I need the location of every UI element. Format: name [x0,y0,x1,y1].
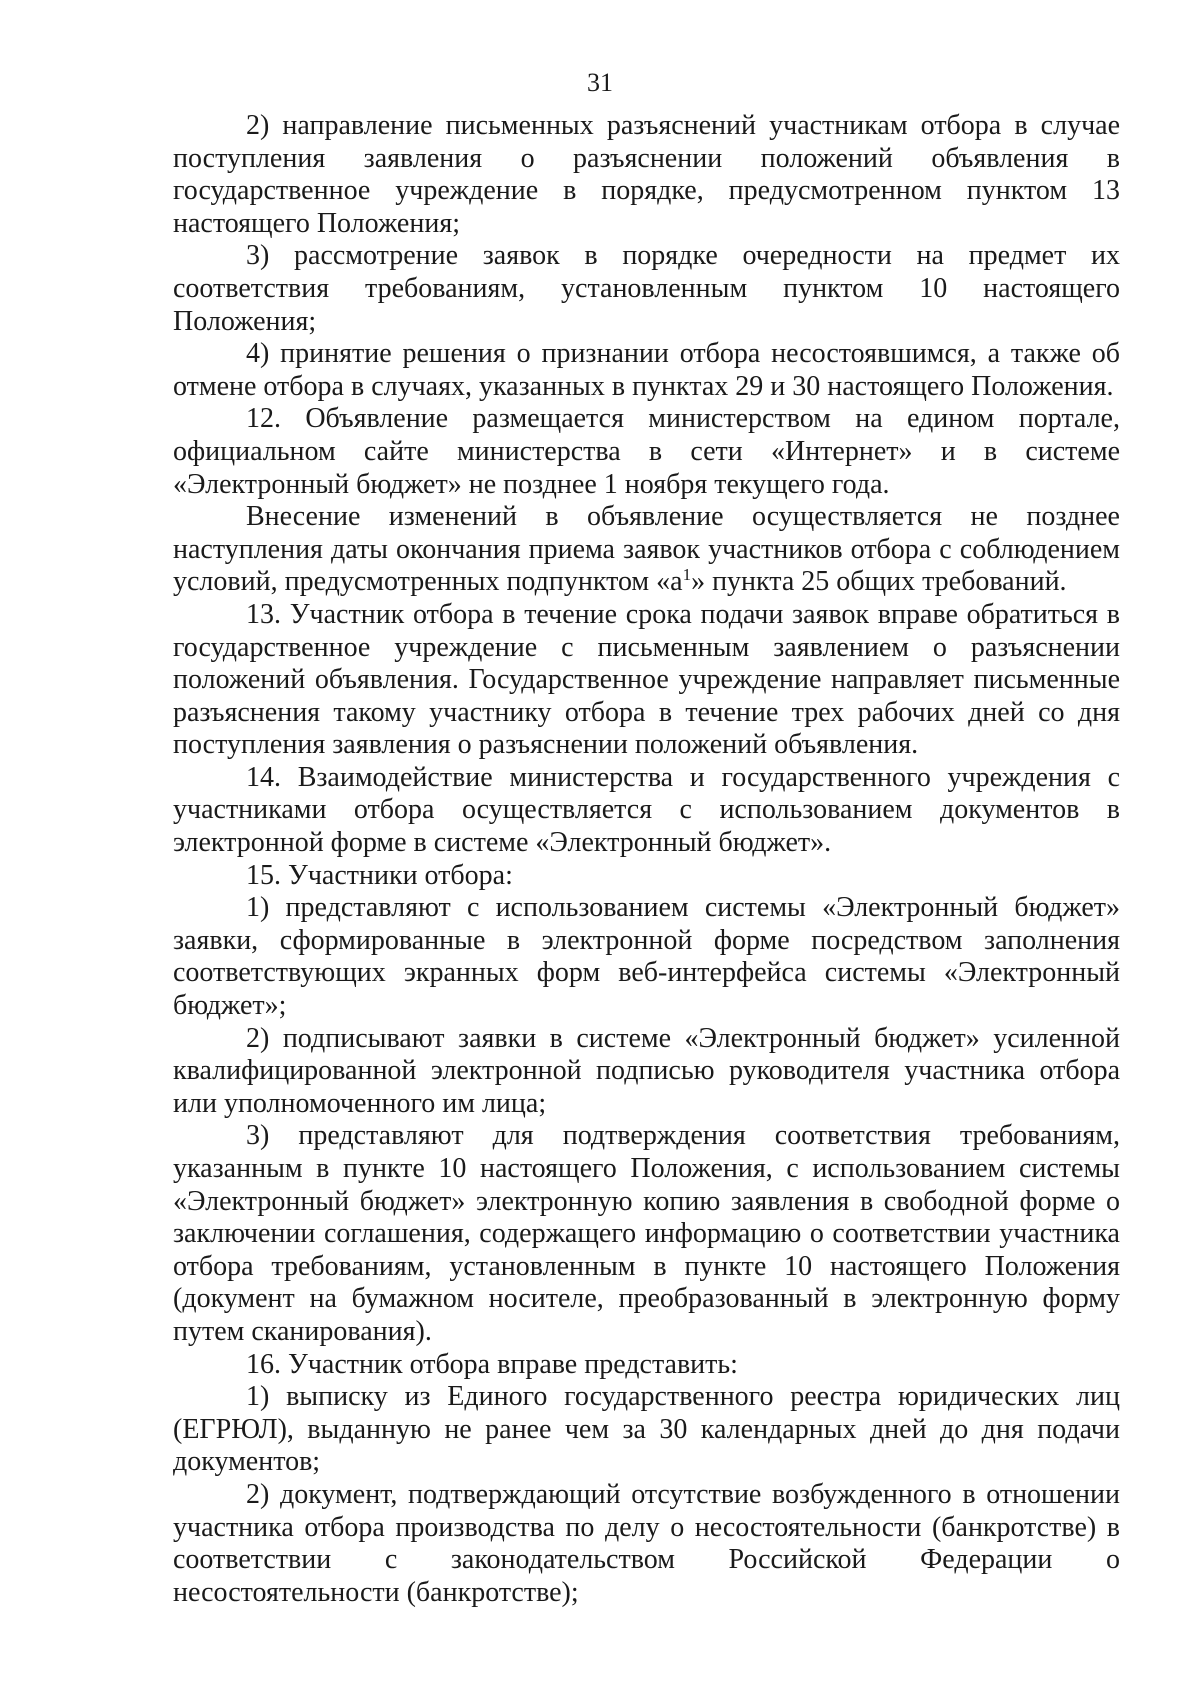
paragraph-15-heading: 15. Участники отбора: [246,859,513,891]
paragraph-16-heading: 16. Участник отбора вправе представить: [246,1348,738,1380]
paragraph-item-3-review: 3) рассмотрение заявок в порядке очередности на предмет их соответствия требованиям, установленным пунктом 10 настоящего Положения; [173,240,1120,337]
paragraph-item-2-clarifications: 2) направление письменных разъяснений участникам отбора в случае поступления заявления о разъяснении положений объявления в государственное учреждение в порядке, предусмотренном пунктом 13 настоящего Положения; [173,110,1120,239]
paragraph-16-item-2: 2) документ, подтверждающий отсутствие возбужденного в отношении участника отбора производства по делу о несостоятельности (банкротстве) в соответствии с законодательством Российской Федерации о несостоятельности (банкротстве); [173,1478,1120,1608]
paragraph-12-announcement: 12. Объявление размещается министерством на едином портале, официальном сайте министерства в сети «Интернет» и в системе «Электронный бюджет» не позднее 1 ноября текущего года. [173,403,1120,500]
paragraph-15-item-1: 1) представляют с использованием системы «Электронный бюджет» заявки, сформированные в электронной форме посредством заполнения соответствующих экранных форм веб-интерфейса системы «Электронный бюджет»; [173,892,1120,1022]
paragraph-16-item-1: 1) выписку из Единого государственного реестра юридических лиц (ЕГРЮЛ), выданную не ранее чем за 30 календарных дней до дня подачи документов; [173,1381,1120,1478]
page-number: 31 [587,68,613,97]
paragraph-amendments [173,501,1120,599]
paragraph-15-item-3: 3) представляют для подтверждения соответствия требованиям, указанным в пункте 10 настоящего Положения, с использованием системы «Электронный бюджет» электронную копию заявления в свободной форме о заключении соглашения, содержащего информацию о соответствии участника отбора требованиям, установленным в пункте 10 настоящего Положения (документ на бумажном носителе, преобразованный в электронную форму путем сканирования). [173,1120,1120,1347]
paragraph-13-participant-request: 13. Участник отбора в течение срока подачи заявок вправе обратиться в государственное учреждение с письменным заявлением о разъяснении положений объявления. Государственное учреждение направляет письменные разъяснения такому участнику отбора в течение трех рабочих дней со дня поступления заявления о разъяснении положений объявления. [173,598,1120,761]
paragraph-15-item-2: 2) подписывают заявки в системе «Электронный бюджет» усиленной квалифицированной электронной подписью руководителя участника отбора или уполномоченного им лица; [173,1022,1120,1119]
amendment-text-after: » пункта 25 общих требований. [691,566,1067,598]
superscript-one: 1 [682,565,692,585]
amendment-text-before: Внесение изменений в объявление осуществляется не позднее наступления даты окончания приема заявок участников отбора с соблюдением условий, предусмотренных подпунктом «а [173,501,1120,598]
paragraph-item-4-decision: 4) принятие решения о признании отбора несостоявшимся, а также об отмене отбора в случаях, указанных в пунктах 29 и 30 настоящего Положения. [173,338,1120,402]
paragraph-14-interaction: 14. Взаимодействие министерства и государственного учреждения с участниками отбора осуществляется с использованием документов в электронной форме в системе «Электронный бюджет». [173,761,1120,859]
document-body [173,110,1120,1609]
